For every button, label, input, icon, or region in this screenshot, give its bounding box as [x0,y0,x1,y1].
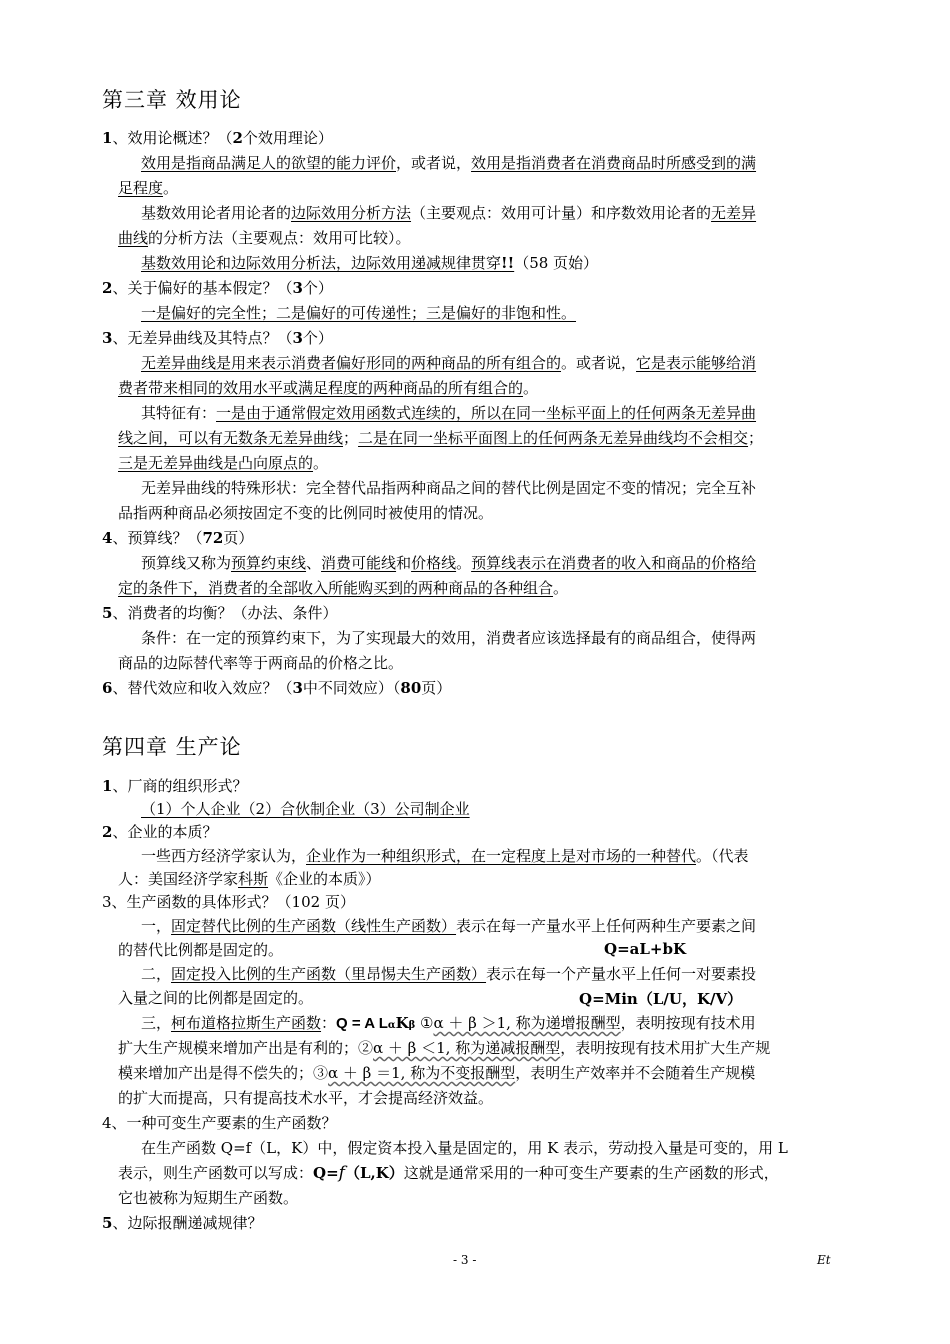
paragraph-line: 费者带来相同的效用水平或满足程度的两种商品的所有组合的。 [118,379,539,397]
formula-linear: Q=aL+bK [604,940,686,958]
paragraph-line: 线之间，可以有无数条无差异曲线；二是在同一坐标平面图上的任何两条无差异曲线均不会相交； [118,429,764,447]
paragraph-line: 模来增加产出是得不偿失的；③α ＋ β ＝1, 称为不变报酬型，表明生产效率并不会随着生产规模 [118,1064,756,1082]
paragraph-line: 品指两种商品必须按固定不变的比例同时被使用的情况。 [118,504,494,522]
paragraph-line: 的扩大而提高，只有提高技术水平，才会提高经济效益。 [118,1089,494,1107]
paragraph-line: 条件：在一定的预算约束下，为了实现最大的效用，消费者应该选择最有的商品组合，使得两 [141,629,757,647]
question-3: 3、生产函数的具体形式？（102 页） [102,893,355,911]
question-1: 1、厂商的组织形式？ [102,777,248,795]
question-6: 6、替代效应和收入效应？（3中不同效应）（80页） [102,679,452,697]
paragraph-line: 基数效用论者用论者的边际效用分析方法（主要观点：效用可计量）和序数效用论者的无差异 [141,204,757,222]
paragraph-line: 无差异曲线的特殊形状：完全替代品指两种商品之间的替代比例是固定不变的情况；完全互补 [141,479,757,497]
footer-mark: Et [817,1253,831,1267]
page-number: - 3 - [453,1253,477,1267]
paragraph-line: 表示，则生产函数可以写成：Q=f（L,K）这就是通常采用的一种可变生产要素的生产函数的形式， [118,1163,779,1183]
paragraph-line: 三，柯布道格拉斯生产函数：Q = A LαKβ ①α ＋ β ＞1, 称为递增报酬型，表明按现有技术用 [141,1014,756,1032]
question-3: 3、无差异曲线及其特点？（3个） [102,329,333,347]
paragraph-line: 一，固定替代比例的生产函数（线性生产函数）表示在每一产量水平上任何两种生产要素之间 [141,917,757,935]
question-4: 4、一种可变生产要素的生产函数？ [102,1114,337,1132]
paragraph-line: 扩大生产规模来增加产出是有利的；②α ＋ β ＜1, 称为递减报酬型，表明按现有技术用扩大生产规 [118,1039,771,1057]
question-5: 5、边际报酬递减规律？ [102,1214,263,1232]
paragraph-line: 二，固定投入比例的生产函数（里昂惕夫生产函数）表示在每一个产量水平上任何一对要素投 [141,965,757,983]
paragraph-line: 效用是指商品满足人的欲望的能力评价，或者说，效用是指消费者在消费商品时所感受到的满 [141,154,757,172]
paragraph-line: 它也被称为短期生产函数。 [118,1189,299,1207]
paragraph-line: 一些西方经济学家认为，企业作为一种组织形式，在一定程度上是对市场的一种替代。（代表 [141,847,749,865]
paragraph-line: 人：美国经济学家科斯《企业的本质》） [118,870,381,888]
paragraph-line: 在生产函数 Q=f（L，K）中，假定资本投入量是固定的，用 K 表示，劳动投入量是可变的，用 L [141,1139,788,1157]
formula-leontief: Q=Min（L/U，K/V） [579,990,743,1008]
paragraph-line: 曲线的分析方法（主要观点：效用可比较）。 [118,229,411,247]
paragraph-line: 一是偏好的完全性；二是偏好的可传递性；三是偏好的非饱和性。 [141,304,577,322]
question-5: 5、消费者的均衡？（办法、条件） [102,604,338,622]
paragraph-line: 入量之间的比例都是固定的。 [118,989,314,1007]
paragraph-line: 预算线又称为预算约束线、消费可能线和价格线。预算线表示在消费者的收入和商品的价格给 [141,554,757,572]
question-2: 2、关于偏好的基本假定？（3个） [102,279,333,297]
question-4: 4、预算线？（72页） [102,529,254,547]
question-1: 1、效用论概述？（2个效用理论） [102,129,333,147]
paragraph-line: 定的条件下，消费者的全部收入所能购买到的两种商品的各种组合。 [118,579,569,597]
paragraph-line: （1）个人企业（2）合伙制企业（3）公司制企业 [141,800,470,818]
paragraph-line: 基数效用论和边际效用分析法，边际效用递减规律贯穿!!（58 页始） [141,254,599,272]
paragraph-line: 足程度。 [118,179,179,197]
chapter-3-title: 第三章 效用论 [102,88,242,112]
paragraph-line: 的替代比例都是固定的。 [118,941,284,959]
paragraph-line: 无差异曲线是用来表示消费者偏好形同的两种商品的所有组合的。或者说，它是表示能够给消 [141,354,757,372]
question-2: 2、企业的本质？ [102,823,218,841]
chapter-4-title: 第四章 生产论 [102,735,242,759]
paragraph-line: 三是无差异曲线是凸向原点的。 [118,454,329,472]
paragraph-line: 商品的边际替代率等于两商品的价格之比。 [118,654,404,672]
paragraph-line: 其特征有：一是由于通常假定效用函数式连续的，所以在同一坐标平面上的任何两条无差异曲 [141,404,757,422]
